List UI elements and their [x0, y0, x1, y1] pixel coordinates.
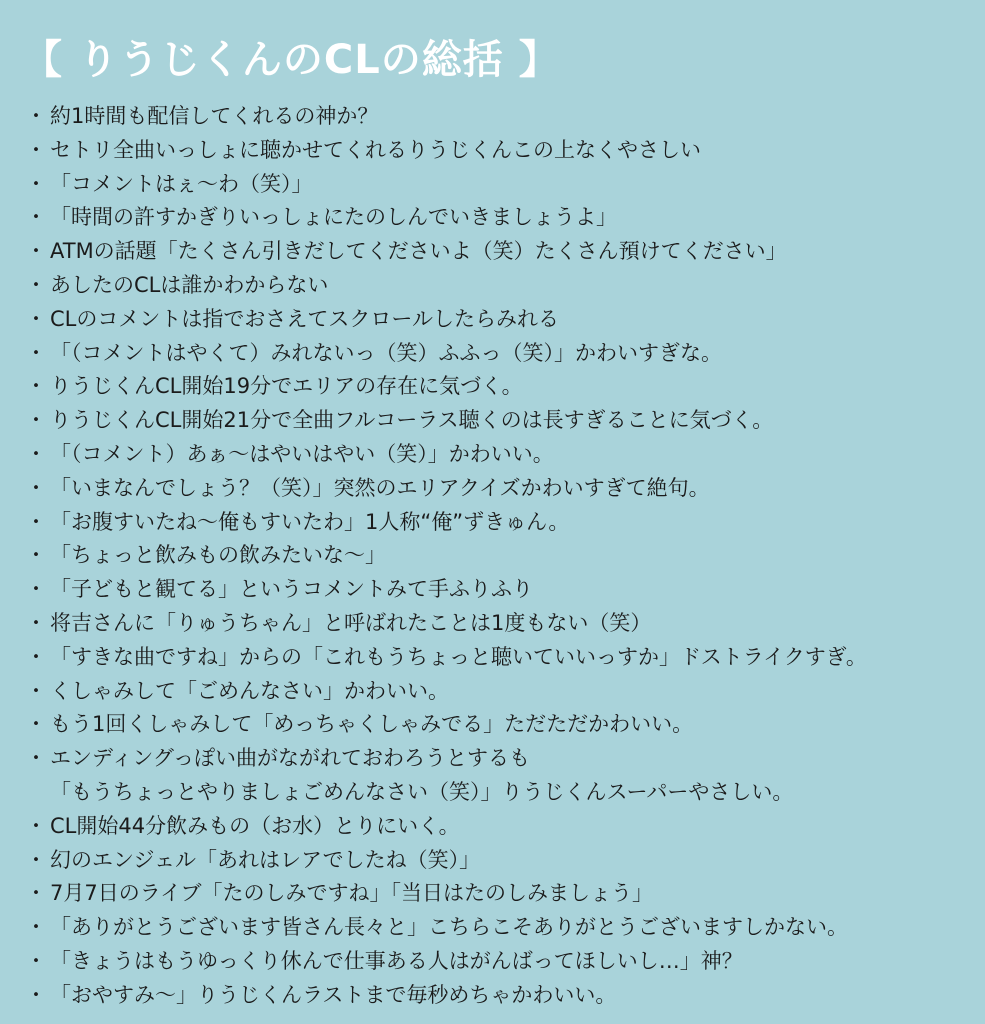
bullet-mark: ・ [25, 746, 47, 771]
list-item-text [50, 844, 965, 878]
list-item-line: くしゃみして「ごめんなさい」かわいい。 [50, 678, 449, 703]
list-item-line: 「（コメントはやくて）みれないっ（笑）ふふっ（笑）」かわいすぎな。 [50, 340, 722, 365]
list-item-line: 「いまなんでしょう？（笑）」突然のエリアクイズかわいすぎて絶句。 [50, 475, 710, 500]
list-item-text [50, 877, 965, 911]
list-item [22, 979, 965, 1013]
list-item-line: 7月7日のライブ「たのしみですね」「当日はたのしみましょう」 [50, 881, 653, 906]
list-item [22, 337, 965, 371]
list-item-line: CL開始44分飲みもの（お水）とりにいく。 [50, 813, 460, 838]
bullet-mark: ・ [25, 712, 47, 737]
bullet-mark: ・ [25, 948, 47, 973]
list-item-text [50, 168, 965, 202]
list-item-text [50, 539, 965, 573]
bullet-mark: ・ [25, 509, 47, 534]
list-item-text [50, 810, 965, 844]
bullet-mark: ・ [25, 205, 47, 230]
list-item-line: もう1回くしゃみして「めっちゃくしゃみでる」ただただかわいい。 [50, 712, 694, 737]
list-item-line: 「（コメント）あぁ〜はやいはやい（笑）」かわいい。 [50, 441, 554, 466]
bullet-mark: ・ [25, 408, 47, 433]
list-item-line: 「子どもと観てる」というコメントみて手ふりふり [50, 577, 533, 602]
list-item [22, 269, 965, 303]
list-item [22, 370, 965, 404]
list-item-line: 「コメントはぇ〜わ（笑）」 [50, 171, 313, 196]
list-item-text [50, 438, 965, 472]
list-item [22, 506, 965, 540]
list-item-text [50, 134, 965, 168]
list-item-text [50, 337, 965, 371]
list-item [22, 641, 965, 675]
list-item-line: 「ちょっと飲みもの飲みたいな〜」 [50, 543, 386, 568]
bullet-mark: ・ [25, 239, 47, 264]
bullet-mark: ・ [25, 137, 47, 162]
bullet-mark: ・ [25, 577, 47, 602]
bullet-mark: ・ [25, 610, 47, 635]
list-item-text [50, 201, 965, 235]
list-item [22, 607, 965, 641]
list-item-text [50, 742, 965, 810]
list-item-text [50, 607, 965, 641]
list-item-text [50, 708, 965, 742]
bullet-mark: ・ [25, 272, 47, 297]
list-item-line: ATMの話題「たくさん引きだしてくださいよ（笑）たくさん預けてください」 [50, 239, 787, 264]
bullet-mark: ・ [25, 847, 47, 872]
list-item-line: 「時間の許すかぎりいっしょにたのしんでいきましょうよ」 [50, 205, 617, 230]
list-item-line: 幻のエンジェル「あれはレアでしたね（笑）」 [50, 847, 481, 872]
list-item-line: 「ありがとうございます皆さん長々と」こちらこそありがとうございますしかない。 [50, 915, 848, 940]
list-item-line: セトリ全曲いっしょに聴かせてくれるりうじくんこの上なくやさしい [50, 137, 701, 162]
list-item-text [50, 404, 965, 438]
bullet-mark: ・ [25, 441, 47, 466]
list-item-line: エンディングっぽい曲がながれておわろうとするも [50, 746, 531, 771]
list-item [22, 404, 965, 438]
list-item [22, 675, 965, 709]
bullet-mark: ・ [25, 374, 47, 399]
list-item [22, 708, 965, 742]
list-item-text [50, 945, 965, 979]
list-item-line: 将吉さんに「りゅうちゃん」と呼ばれたことは1度もない（笑） [50, 610, 652, 635]
bullet-mark: ・ [25, 881, 47, 906]
list-item-text [50, 573, 965, 607]
list-item-text [50, 269, 965, 303]
bullet-mark: ・ [25, 813, 47, 838]
list-item [22, 844, 965, 878]
list-item-text [50, 472, 965, 506]
list-item-line: りうじくんCL開始19分でエリアの存在に気づく。 [50, 374, 523, 399]
list-item-line: CLのコメントは指でおさえてスクロールしたらみれる [50, 306, 559, 331]
list-item [22, 134, 965, 168]
list-item-text [50, 979, 965, 1013]
list-item [22, 472, 965, 506]
bullet-mark: ・ [25, 678, 47, 703]
list-item-line: 「きょうはもうゆっくり休んで仕事ある人はがんばってほしいし…」神？ [50, 948, 743, 973]
page-title: 【 りうじくんのCLの総括 】 [22, 37, 560, 83]
bullet-mark: ・ [25, 306, 47, 331]
list-item-line: 「おやすみ〜」りうじくんラストまで毎秒めちゃかわいい。 [50, 982, 617, 1007]
list-item [22, 573, 965, 607]
list-item [22, 201, 965, 235]
list-item-text [50, 911, 965, 945]
list-item [22, 945, 965, 979]
list-item [22, 303, 965, 337]
list-item-text [50, 370, 965, 404]
list-item-text [50, 235, 965, 269]
summary-list [22, 100, 965, 1013]
list-item-line: 「もうちょっとやりましょごめんなさい（笑）」りうじくんスーパーやさしい。 [50, 779, 794, 804]
bullet-mark: ・ [25, 104, 47, 128]
bullet-mark: ・ [25, 340, 47, 365]
list-item [22, 742, 965, 810]
bullet-mark: ・ [25, 915, 47, 940]
list-item [22, 911, 965, 945]
bullet-mark: ・ [25, 475, 47, 500]
list-item [22, 877, 965, 911]
list-item-line: あしたのCLは誰かわからない [50, 272, 329, 297]
list-item [22, 539, 965, 573]
list-item-text [50, 675, 965, 709]
list-item [22, 438, 965, 472]
bullet-mark: ・ [25, 982, 47, 1007]
list-item [22, 100, 965, 134]
list-item-line: 約1時間も配信してくれるの神か？ [50, 104, 379, 128]
bullet-mark: ・ [25, 543, 47, 568]
bullet-mark: ・ [25, 171, 47, 196]
bullet-mark: ・ [25, 644, 47, 669]
list-item [22, 235, 965, 269]
list-item [22, 810, 965, 844]
list-item-text [50, 506, 965, 540]
list-item [22, 168, 965, 202]
list-item-line: 「お腹すいたね〜俺もすいたわ」1人称“俺”ずきゅん。 [50, 509, 570, 534]
list-item-line: りうじくんCL開始21分で全曲フルコーラス聴くのは長すぎることに気づく。 [50, 408, 774, 433]
list-item-text [50, 641, 965, 675]
list-item-text [50, 303, 965, 337]
list-item-line: 「すきな曲ですね」からの「これもうちょっと聴いていいっすか」ドストライクすぎ。 [50, 644, 867, 669]
list-item-text [50, 100, 965, 134]
